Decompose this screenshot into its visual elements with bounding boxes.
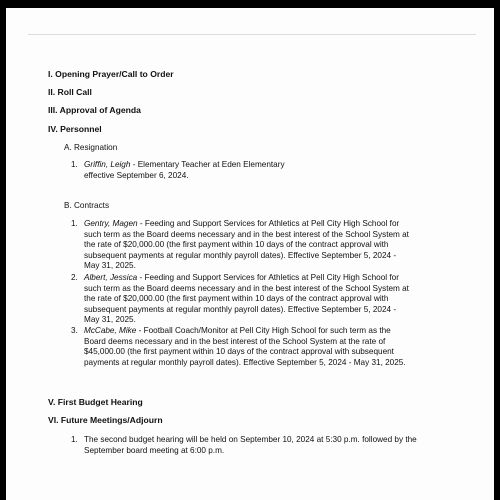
item-text: - Feeding and Support Services for Athletics at Pell City High School for such term as the Board deems necessary and in the best interest of the School System at the rate of $20,000.00 (the first payment within 10 days of the contract approval with subsequent payments at regular monthly payroll dates). Effective September 5, 2024 - May 31, 2025. (84, 219, 409, 270)
item-text: - Elementary Teacher at Eden Elementary effective September 6, 2024. (84, 160, 285, 180)
contract-item (71, 273, 412, 326)
section-approval-agenda: III. Approval of Agenda (48, 105, 141, 115)
section-roll-call: II. Roll Call (48, 87, 92, 97)
employee-name: Griffin, Leigh (84, 160, 131, 169)
document-page (6, 8, 494, 500)
employee-name: Gentry, Magen (84, 219, 138, 228)
item-text: - Feeding and Support Services for Athletics at Pell City High School for such term as the Board deems necessary and in the best interest of the School System at the rate of $20,000.00 (the first payment within 10 days of the contract approval with subsequent payments at regular monthly payroll dates). Effective September 5, 2024 - May 31, 2025. (84, 273, 409, 324)
item-number: 1. (71, 219, 78, 228)
section-future-meetings: VI. Future Meetings/Adjourn (48, 415, 163, 425)
item-number: 3. (71, 326, 78, 335)
contract-item (71, 326, 412, 368)
resignation-heading: A. Resignation (64, 143, 118, 152)
item-number: 2. (71, 273, 78, 282)
item-number: 1. (71, 160, 78, 169)
employee-name: McCabe, Mike (84, 326, 137, 335)
header-divider (28, 34, 476, 35)
employee-name: Albert, Jessica (84, 273, 138, 282)
item-text: - Football Coach/Monitor at Pell City High School for such term as the Board deems necessary and in the best interest of the School System at the rate of $45,000.00 (the first payment within 10 days of the contract approval with subsequent payments at regular monthly payroll dates). Effective September 5, 2024 - May 31, 2025. (84, 326, 406, 367)
contract-item (71, 219, 412, 272)
contracts-heading: B. Contracts (64, 201, 110, 210)
section-first-budget-hearing: V. First Budget Hearing (48, 397, 143, 407)
future-meeting-item (71, 435, 424, 456)
section-personnel: IV. Personnel (48, 124, 102, 134)
item-text: The second budget hearing will be held on September 10, 2024 at 5:30 p.m. followed by the September board meeting at 6:00 p.m. (84, 435, 417, 455)
resignation-item (71, 160, 316, 181)
section-opening-prayer: I. Opening Prayer/Call to Order (48, 69, 174, 79)
item-number: 1. (71, 435, 78, 444)
